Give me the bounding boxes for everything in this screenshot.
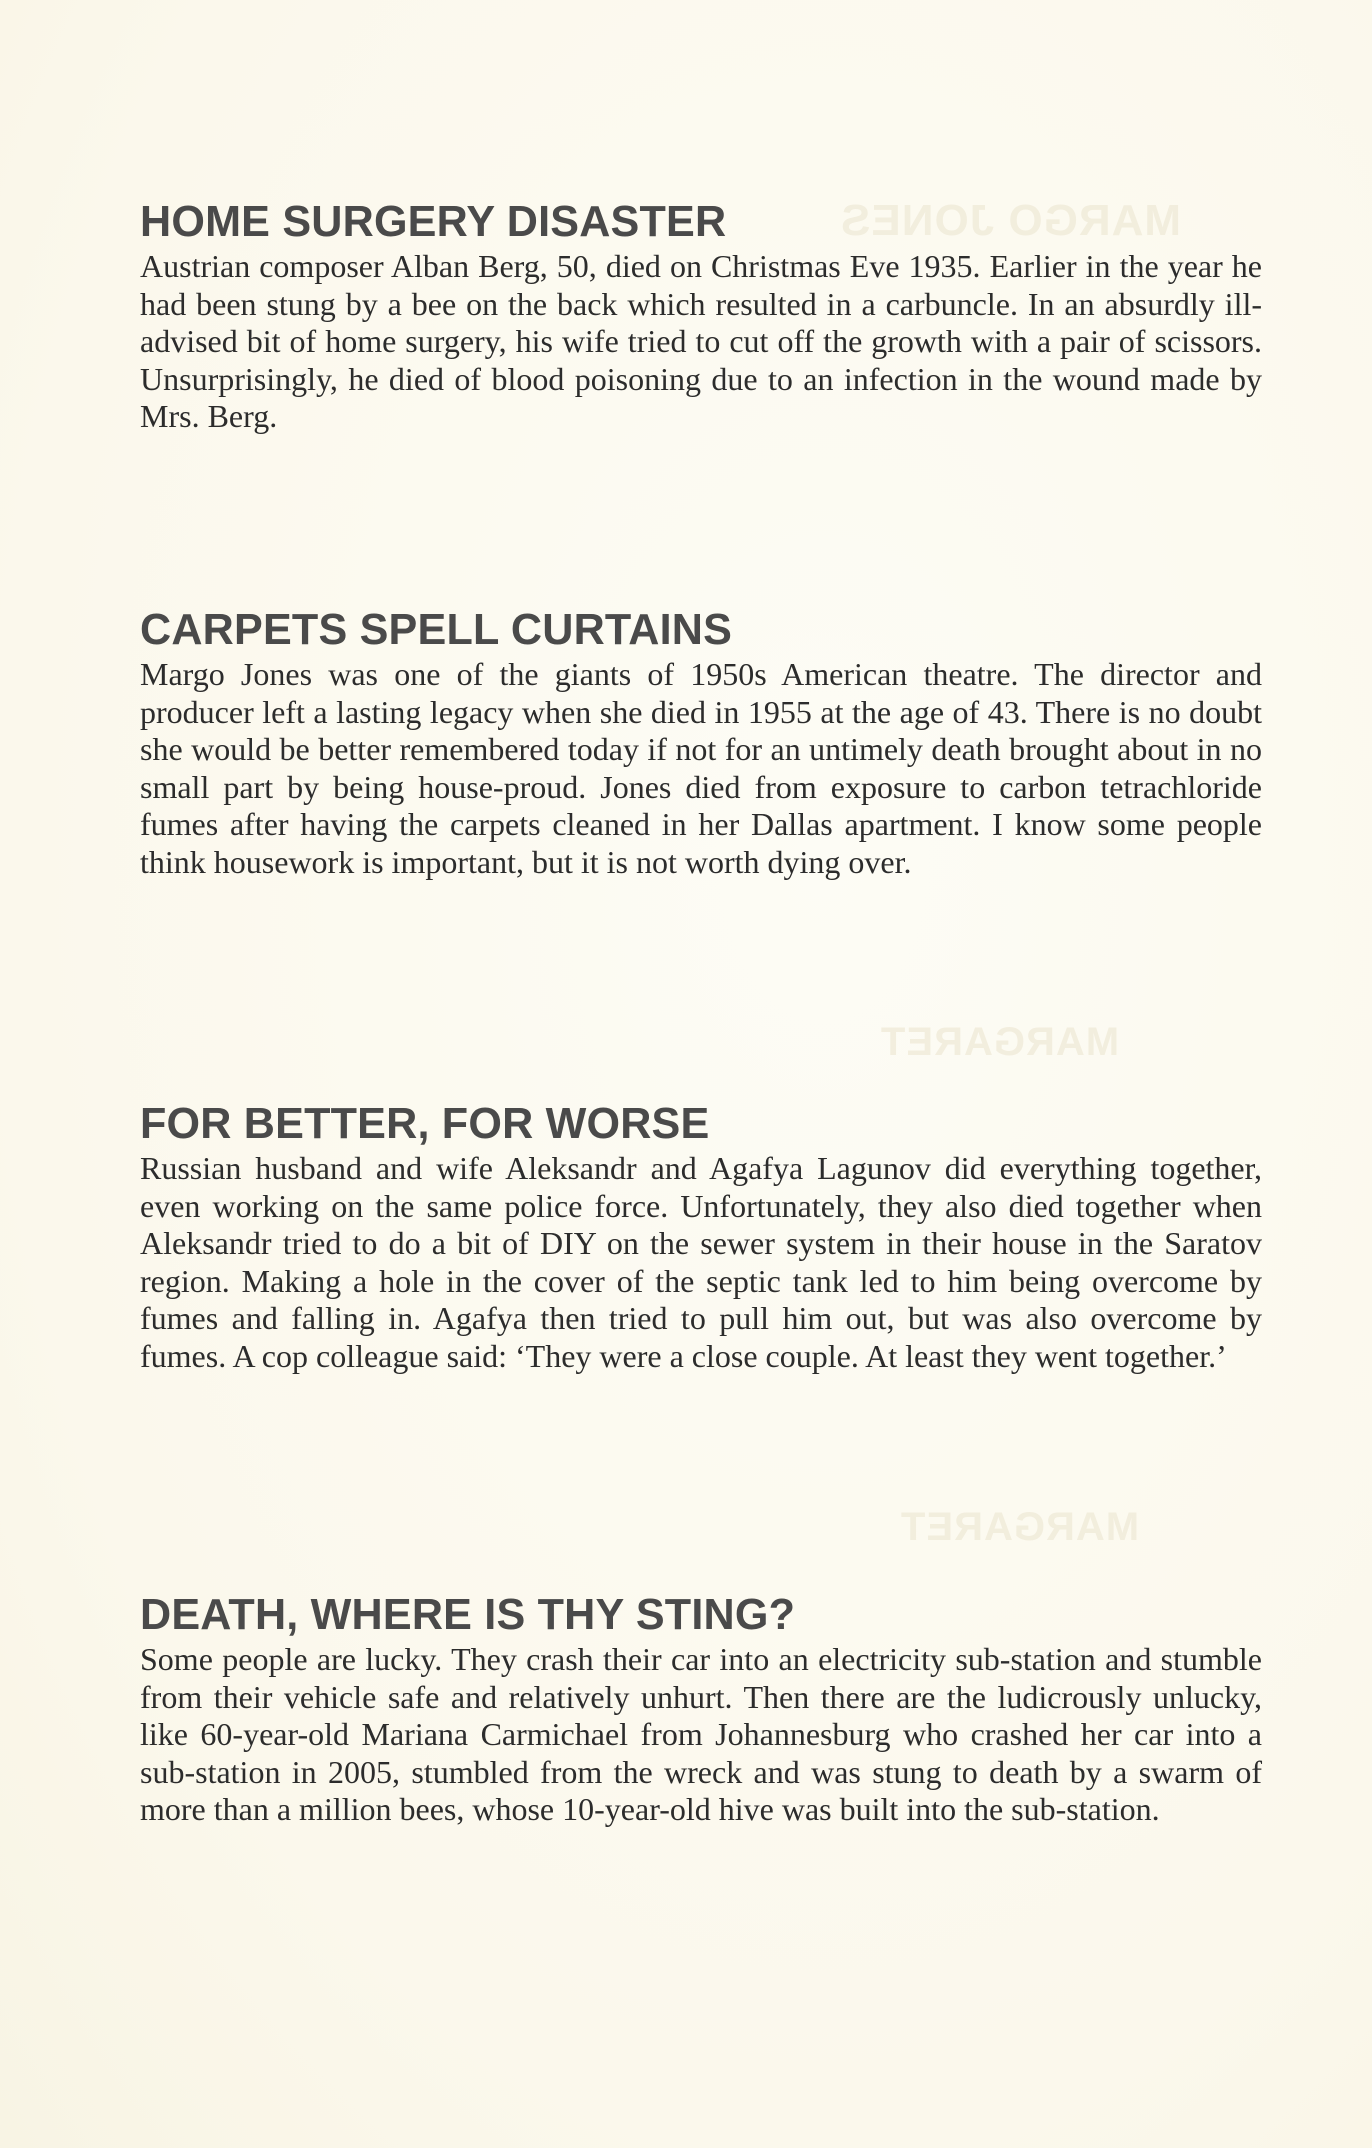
section-heading: FOR BETTER, FOR WORSE bbox=[140, 1099, 710, 1148]
section-heading: HOME SURGERY DISASTER bbox=[140, 197, 727, 246]
section-heading: CARPETS SPELL CURTAINS bbox=[140, 605, 733, 654]
section-body: Margo Jones was one of the giants of 1950s American theatre. The director and producer left a lasting legacy when she died in 1955 at the age of 43. There is no doubt she would be better remembered today if not for an untimely death brought about in no small part by being house-proud. Jones died from exposure to carbon tetrachloride fumes after having the carpets cleaned in her Dallas apartment. I know some people think housework is important, but it is not worth dying over. bbox=[140, 656, 1262, 880]
section-body: Austrian composer Alban Berg, 50, died on Christmas Eve 1935. Earlier in the year he had been stung by a bee on the back which resulted in a carbuncle. In an absurdly ill-advised bit of home surgery, his wife tried to cut off the growth with a pair of scissors. Unsurprisingly, he died of blood poisoning due to an infection in the wound made by Mrs. Berg. bbox=[140, 248, 1262, 435]
article-section-death-sting bbox=[140, 1589, 1262, 1829]
article-section-better-worse bbox=[140, 1098, 1262, 1376]
section-body: Russian husband and wife Aleksandr and Agafya Lagunov did everything together, even working on the same police force. Unfortunately, they also died together when Aleksandr tried to do a bit of DIY on the sewer system in their house in the Saratov region. Making a hole in the cover of the septic tank led to him being overcome by fumes and falling in. Agafya then tried to pull him out, but was also overcome by fumes. A cop colleague said: ‘They were a close couple. At least they went together.’ bbox=[140, 1150, 1262, 1374]
section-body: Some people are lucky. They crash their car into an electricity sub-station and stumble from their vehicle safe and relatively unhurt. Then there are the ludicrously unlucky, like 60-year-old Mariana Carmichael from Johannesburg who crashed her car into a sub-station in 2005, stumbled from the wreck and was stung to death by a swarm of more than a million bees, whose 10-year-old hive was built into the sub-station. bbox=[140, 1641, 1262, 1828]
article-section-home-surgery bbox=[140, 196, 1262, 436]
article-section-carpets bbox=[140, 604, 1262, 882]
show-through-heading-2: MARGARET bbox=[880, 1020, 1120, 1064]
show-through-heading-1: MARGO JONES bbox=[840, 196, 1182, 245]
section-heading: DEATH, WHERE IS THY STING? bbox=[140, 1590, 796, 1639]
show-through-heading-3: MARGARET bbox=[900, 1505, 1140, 1549]
